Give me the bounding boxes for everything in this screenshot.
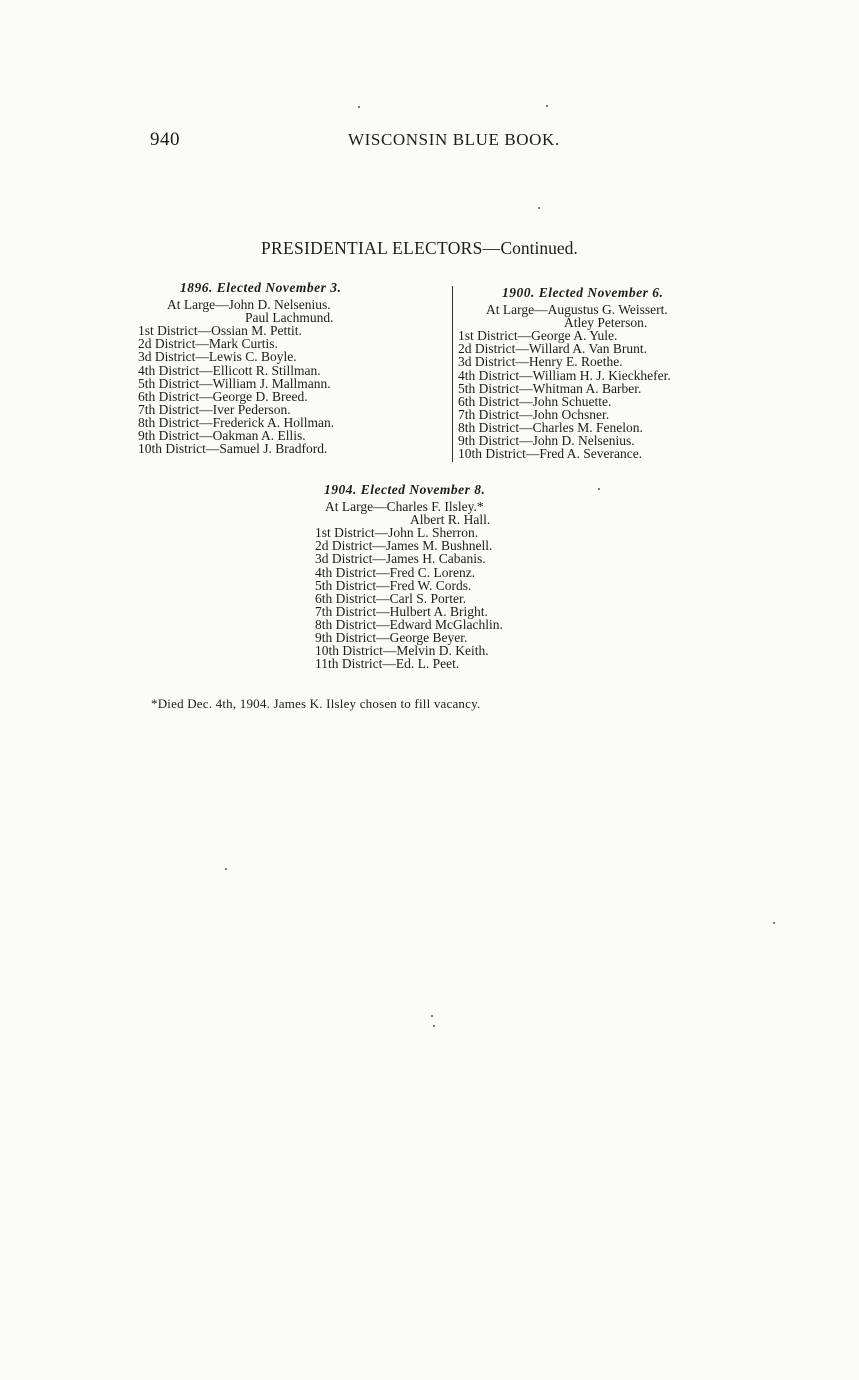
entry-district-label: At Large— bbox=[167, 297, 229, 313]
scan-speck bbox=[538, 207, 540, 209]
entry-district-label: 1st District— bbox=[315, 525, 389, 541]
entry-district-label: 9th District— bbox=[138, 428, 213, 444]
entry-elector-name: James H. Cabanis. bbox=[385, 551, 486, 567]
entry-elector-name: John L. Sherron. bbox=[388, 525, 479, 541]
entry-district-label: 5th District— bbox=[138, 375, 213, 391]
entry-district-label: 1st District— bbox=[458, 328, 532, 344]
entry-elector-name: Albert R. Hall. bbox=[410, 512, 491, 528]
entry-district-label: 11th District— bbox=[315, 656, 396, 672]
entry-line bbox=[315, 657, 503, 670]
section-title-main: PRESIDENTIAL ELECTORS— bbox=[261, 238, 501, 258]
entry-elector-name: George A. Yule. bbox=[531, 328, 618, 344]
entry-district-label: 10th District— bbox=[458, 446, 540, 462]
electors-1900-block bbox=[458, 286, 671, 460]
entry-elector-name: John D. Nelsenius. bbox=[532, 433, 635, 449]
entry-district-label: 1st District— bbox=[138, 323, 212, 339]
section-title bbox=[261, 238, 578, 259]
entry-district-label: 5th District— bbox=[458, 380, 533, 396]
entry-elector-name: George Beyer. bbox=[389, 630, 468, 646]
entry-line bbox=[458, 447, 671, 460]
block-heading bbox=[180, 281, 341, 294]
electors-1896-block bbox=[138, 281, 341, 455]
electors-1904-block bbox=[315, 483, 503, 670]
entry-district-label: 10th District— bbox=[315, 643, 397, 659]
entry-elector-name: Mark Curtis. bbox=[208, 336, 278, 352]
scan-speck bbox=[773, 922, 775, 924]
entry-district-label: 4th District— bbox=[315, 564, 390, 580]
entry-district-label: 4th District— bbox=[138, 362, 213, 378]
entry-district-label: 2d District— bbox=[458, 341, 529, 357]
footnote: *Died Dec. 4th, 1904. James K. Ilsley chosen to fill vacancy. bbox=[151, 696, 481, 711]
entry-elector-name: Samuel J. Bradford. bbox=[219, 441, 328, 457]
entry-elector-name: Frederick A. Hollman. bbox=[212, 414, 335, 430]
entry-district-label: 4th District— bbox=[458, 367, 533, 383]
entry-elector-name: Iver Pederson. bbox=[212, 401, 291, 417]
column-divider bbox=[452, 286, 453, 462]
scan-speck bbox=[433, 1025, 435, 1027]
entry-elector-name: Ellicott R. Stillman. bbox=[212, 362, 321, 378]
entry-elector-name: Ed. L. Peet. bbox=[395, 656, 460, 672]
block-election-date: Elected November 3. bbox=[216, 280, 342, 295]
entry-district-label: 3d District— bbox=[315, 551, 386, 567]
scan-speck bbox=[546, 105, 548, 107]
entry-elector-name: John D. Nelsenius. bbox=[228, 297, 331, 313]
entry-elector-name: Whitman A. Barber. bbox=[532, 380, 642, 396]
entry-elector-name: James M. Bushnell. bbox=[385, 538, 493, 554]
scan-speck bbox=[431, 1015, 433, 1017]
entry-elector-name: Fred A. Severance. bbox=[539, 446, 643, 462]
entry-district-label: 8th District— bbox=[138, 414, 213, 430]
entry-district-label: At Large— bbox=[325, 499, 387, 515]
entry-district-label: 10th District— bbox=[138, 441, 220, 457]
scan-speck bbox=[598, 488, 600, 490]
entry-elector-name: Atley Peterson. bbox=[564, 315, 648, 331]
entry-elector-name: Charles M. Fenelon. bbox=[532, 419, 643, 435]
entry-district-label: 5th District— bbox=[315, 577, 390, 593]
entry-district-label: 9th District— bbox=[315, 630, 390, 646]
entry-elector-name: Willard A. Van Brunt. bbox=[528, 341, 647, 357]
block-heading bbox=[324, 483, 503, 496]
entry-elector-name: Ossian M. Pettit. bbox=[211, 323, 302, 339]
entry-elector-name: Augustus G. Weissert. bbox=[547, 302, 668, 318]
page-number: 940 bbox=[150, 129, 180, 150]
entry-elector-name: Melvin D. Keith. bbox=[396, 643, 489, 659]
entry-elector-name: Edward McGlachlin. bbox=[389, 616, 503, 632]
entry-elector-name: Fred C. Lorenz. bbox=[389, 564, 476, 580]
entry-elector-name: Paul Lachmund. bbox=[245, 310, 334, 326]
entry-list bbox=[458, 303, 671, 460]
entry-elector-name: John Schuette. bbox=[532, 393, 612, 409]
running-head: WISCONSIN BLUE BOOK. bbox=[348, 130, 560, 149]
entry-district-label: 9th District— bbox=[458, 433, 533, 449]
entry-list bbox=[315, 500, 503, 670]
block-year: 1896. bbox=[180, 280, 213, 295]
block-heading bbox=[502, 286, 671, 299]
entry-district-label: 3d District— bbox=[138, 349, 209, 365]
entry-district-label: 6th District— bbox=[138, 388, 213, 404]
entry-elector-name: William J. Mallmann. bbox=[212, 375, 331, 391]
block-election-date: Elected November 6. bbox=[538, 285, 664, 300]
block-year: 1900. bbox=[502, 285, 535, 300]
section-title-continued: Continued. bbox=[500, 238, 578, 258]
entry-elector-name: Fred W. Cords. bbox=[389, 577, 472, 593]
entry-district-label: 7th District— bbox=[138, 401, 213, 417]
scan-speck bbox=[358, 106, 360, 108]
entry-district-label: 3d District— bbox=[458, 354, 529, 370]
entry-elector-name: Charles F. Ilsley.* bbox=[386, 499, 484, 515]
entry-elector-name: Hulbert A. Bright. bbox=[389, 603, 488, 619]
entry-district-label: 6th District— bbox=[458, 393, 533, 409]
entry-district-label: 2d District— bbox=[138, 336, 209, 352]
entry-district-label: 7th District— bbox=[458, 406, 533, 422]
entry-list bbox=[138, 298, 341, 455]
entry-elector-name: John Ochsner. bbox=[532, 406, 610, 422]
block-election-date: Elected November 8. bbox=[360, 482, 486, 497]
entry-district-label: 8th District— bbox=[458, 419, 533, 435]
entry-elector-name: Henry E. Roethe. bbox=[528, 354, 623, 370]
entry-elector-name: William H. J. Kieckhefer. bbox=[532, 367, 671, 383]
entry-line bbox=[138, 442, 341, 455]
entry-district-label: 7th District— bbox=[315, 603, 390, 619]
entry-elector-name: Carl S. Porter. bbox=[389, 590, 467, 606]
entry-district-label: At Large— bbox=[486, 302, 548, 318]
entry-district-label: 2d District— bbox=[315, 538, 386, 554]
entry-district-label: 8th District— bbox=[315, 616, 390, 632]
entry-district-label: 6th District— bbox=[315, 590, 390, 606]
scan-speck bbox=[225, 868, 227, 870]
block-year: 1904. bbox=[324, 482, 357, 497]
entry-elector-name: Lewis C. Boyle. bbox=[208, 349, 297, 365]
entry-elector-name: Oakman A. Ellis. bbox=[212, 428, 306, 444]
entry-elector-name: George D. Breed. bbox=[212, 388, 308, 404]
